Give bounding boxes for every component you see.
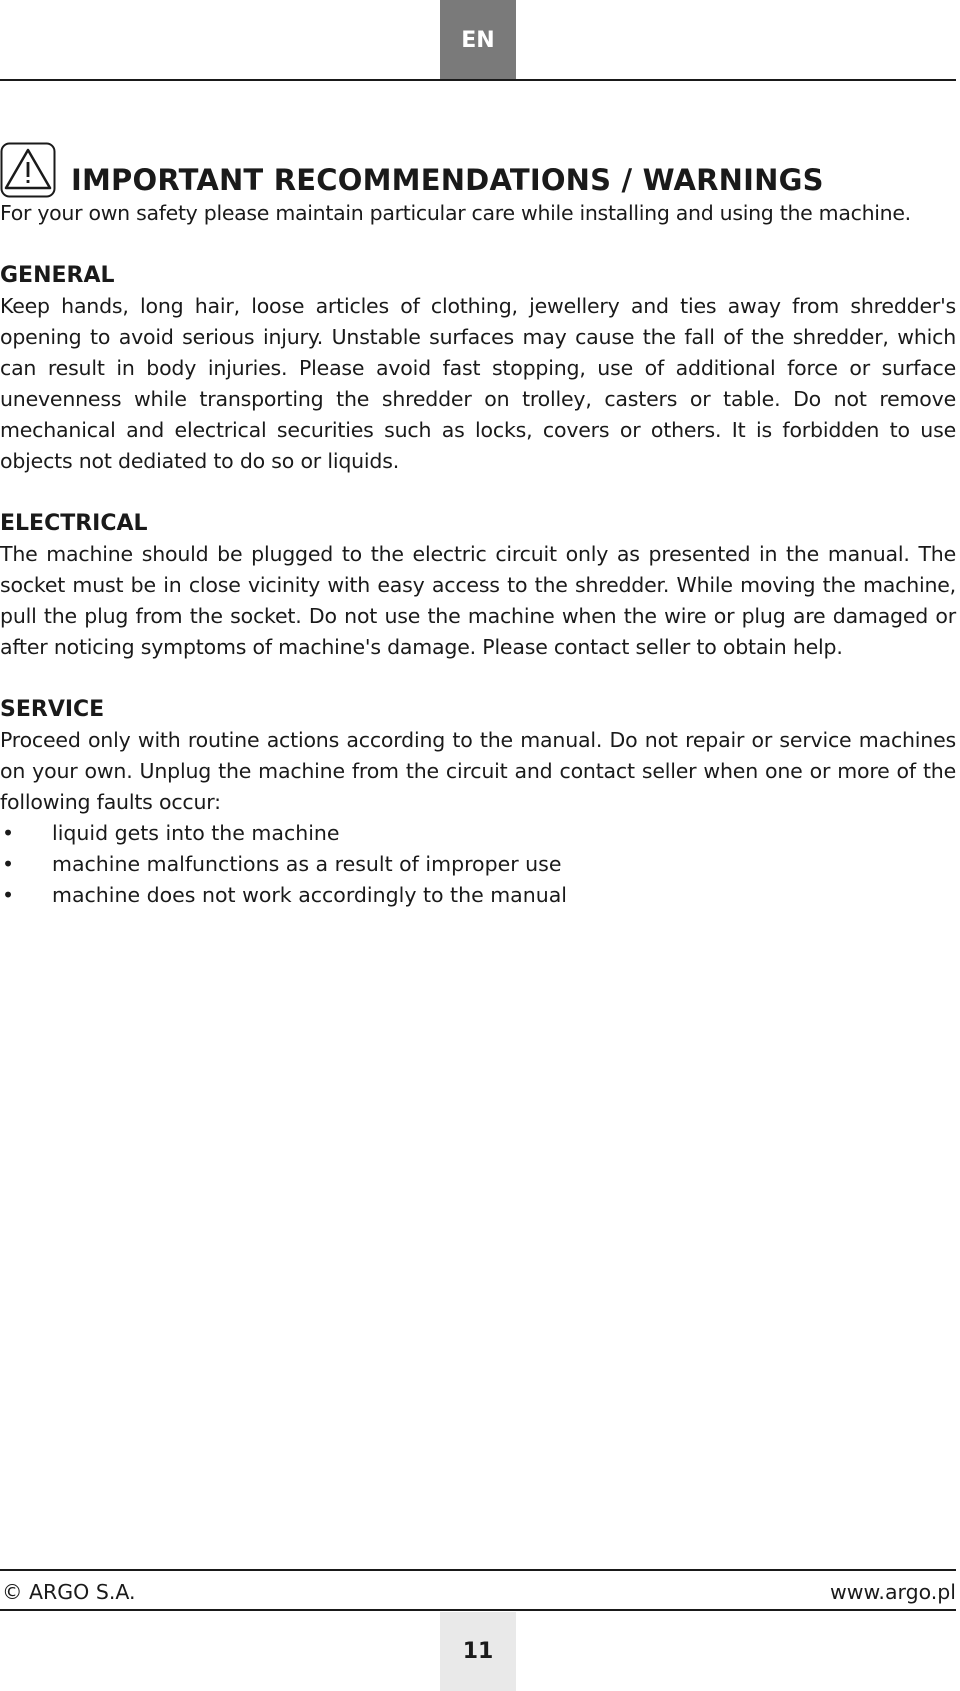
bullet-marker: • — [2, 883, 15, 907]
page-number: 11 — [440, 1612, 516, 1691]
list-item-text: liquid gets into the machine — [52, 821, 340, 845]
bullet-marker: • — [2, 852, 15, 876]
section-heading-electrical: ELECTRICAL — [0, 511, 148, 536]
footer-rule-bottom — [0, 1609, 956, 1611]
section-body-electrical: The machine should be plugged to the electric circuit only as presented in the manual. The socket must be in close vicinity with easy access to the shredder. While moving the machine, pull the plug from the socket. Do not use the machine when the wire or plug are damaged or after noticing symptoms of machine's damage. Please contact seller to obtain help. — [0, 542, 956, 659]
list-item — [0, 849, 956, 880]
header-rule — [0, 79, 956, 81]
page-title: IMPORTANT RECOMMENDATIONS / WARNINGS — [71, 163, 824, 197]
section-body-service: Proceed only with routine actions according to the manual. Do not repair or service machines on your own. Unplug the machine from the circuit and contact seller when one or more of the following faults occur: — [0, 728, 956, 814]
website-link[interactable]: www.argo.pl — [830, 1580, 956, 1604]
bullet-marker: • — [2, 821, 15, 845]
warning-triangle-icon — [0, 142, 56, 198]
document-body — [0, 138, 956, 911]
list-item-text: machine does not work accordingly to the manual — [52, 883, 567, 907]
copyright-text: © ARGO S.A. — [2, 1580, 136, 1604]
section-body-general: Keep hands, long hair, loose articles of clothing, jewellery and ties away from shredder's opening to avoid serious injury. Unstable surfaces may cause the fall of the shredder, which can result in body injuries. Please avoid fast stopping, use of additional force or surface unevenness while transporting the shredder on trolley, casters or table. Do not remove mechanical and electrical securities such as locks, covers or others. It is forbidden to use objects not dediated to do so or liquids. — [0, 294, 956, 473]
list-item-text: machine malfunctions as a result of improper use — [52, 852, 562, 876]
list-item — [0, 818, 956, 849]
footer-rule-top — [0, 1569, 956, 1571]
title-row — [0, 138, 956, 198]
section-heading-service: SERVICE — [0, 697, 105, 722]
fault-list — [0, 818, 956, 911]
section-heading-general: GENERAL — [0, 263, 115, 288]
list-item — [0, 880, 956, 911]
language-tab: EN — [440, 0, 516, 80]
intro-text: For your own safety please maintain particular care while installing and using the machine. — [0, 201, 911, 225]
